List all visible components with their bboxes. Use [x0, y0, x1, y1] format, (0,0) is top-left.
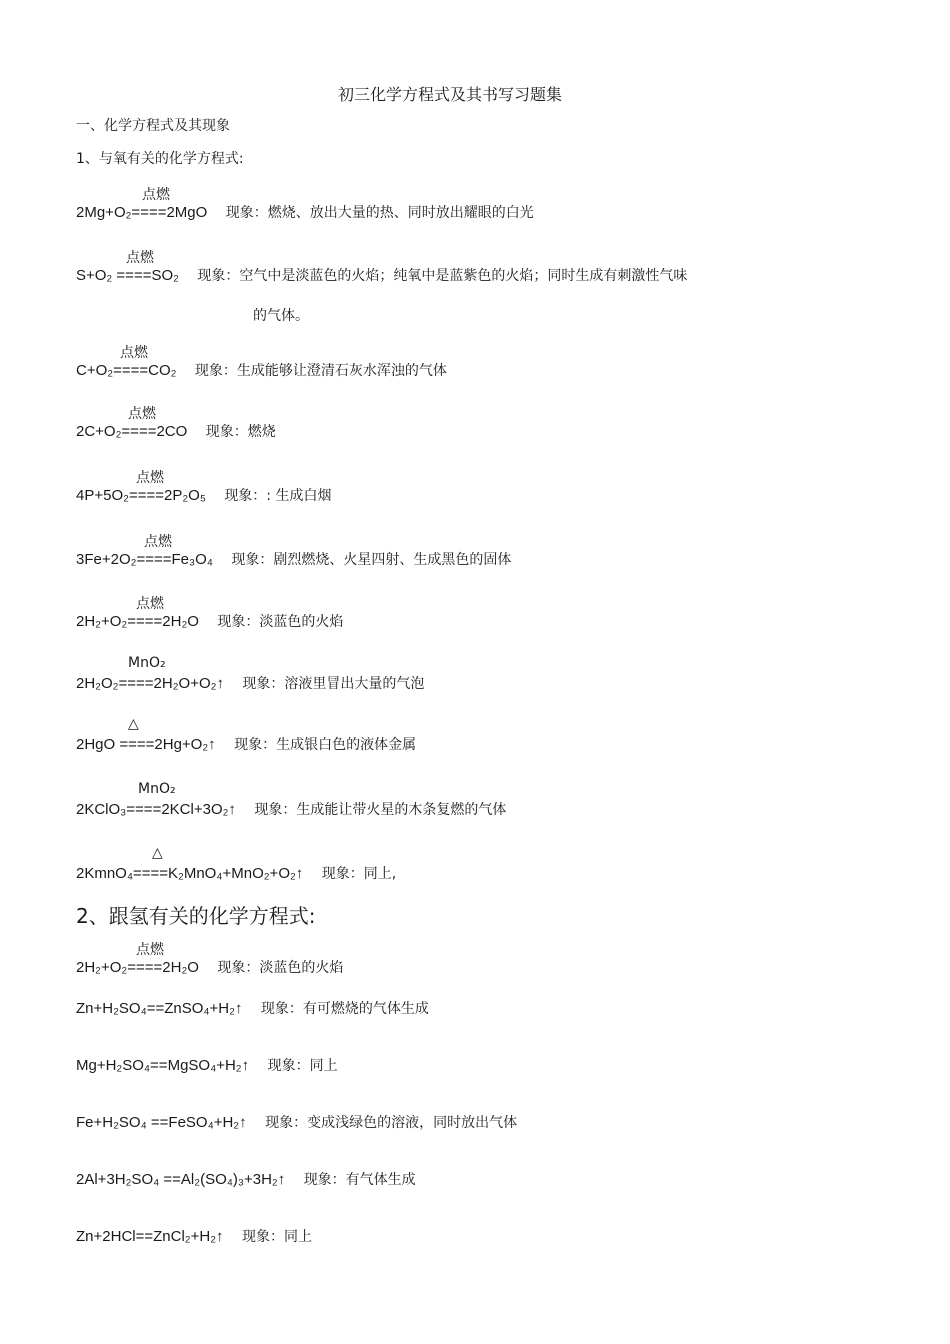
reaction-effect-continuation: 的气体。 — [253, 308, 309, 324]
reaction-effect: 现象：燃烧 — [205, 424, 276, 440]
chemical-formula — [76, 845, 304, 882]
chemical-formula — [76, 781, 236, 818]
formula-text: 2HgO ====2Hg+O₂↑ — [76, 736, 216, 753]
reaction-effect: 现象：生成银白色的液体金属 — [234, 737, 417, 753]
chemical-formula — [76, 345, 177, 379]
chemical-formula — [76, 534, 213, 568]
reaction-line — [76, 1169, 416, 1189]
reaction-effect: 现象：生成能让带火星的木条复燃的气体 — [254, 802, 507, 818]
reaction-line — [76, 998, 429, 1018]
reaction-effect: 现象：剧烈燃烧、火星四射、生成黑色的固体 — [231, 552, 512, 568]
subsection-heading-hydrogen: 2、跟氢有关的化学方程式: — [76, 904, 316, 928]
formula-text: S+O₂ ====SO₂ — [76, 267, 179, 284]
chemical-formula: 2Al+3H₂SO₄ ==Al₂(SO₄)₃+3H₂↑ — [76, 1171, 286, 1188]
reaction-condition: 点燃 — [126, 250, 154, 266]
chemical-formula — [76, 716, 216, 753]
reaction-condition: 点燃 — [120, 345, 148, 361]
reaction-line — [76, 845, 397, 883]
chemical-formula — [76, 470, 206, 504]
formula-text: 2H₂+O₂====2H₂O — [76, 613, 199, 630]
reaction-condition: 点燃 — [144, 534, 172, 550]
reaction-line — [76, 470, 332, 505]
reaction-line — [76, 187, 534, 222]
formula-text: 2Mg+O₂====2MgO — [76, 204, 208, 221]
reaction-effect: 现象：有气体生成 — [303, 1172, 416, 1188]
formula-text: 2C+O₂====2CO — [76, 423, 188, 440]
chemical-formula — [76, 250, 179, 284]
formula-text: 2H₂+O₂====2H₂O — [76, 959, 199, 976]
formula-text: 2H₂O₂====2H₂O+O₂↑ — [76, 675, 224, 692]
reaction-effect: 现象：变成浅绿色的溶液，同时放出气体 — [265, 1115, 518, 1131]
reaction-condition: MnO₂ — [128, 655, 166, 671]
reaction-condition: △ — [152, 845, 163, 861]
formula-text: 4P+5O₂====2P₂O₅ — [76, 487, 206, 504]
formula-text: 2KClO₃====2KCl+3O₂↑ — [76, 801, 236, 818]
reaction-line — [76, 1226, 312, 1246]
reaction-line — [76, 1112, 517, 1132]
reaction-line — [76, 596, 344, 631]
reaction-effect: 现象：同上, — [321, 866, 397, 882]
chemical-formula — [76, 655, 224, 692]
chemical-formula: Mg+H₂SO₄==MgSO₄+H₂↑ — [76, 1057, 250, 1074]
reaction-effect: 现象：溶液里冒出大量的气泡 — [242, 676, 425, 692]
reaction-line — [76, 345, 447, 380]
reaction-line — [76, 250, 688, 285]
chemical-formula — [76, 406, 188, 440]
reaction-effect: 现象：淡蓝色的火焰 — [217, 960, 344, 976]
subsection-heading-oxygen: 1、与氧有关的化学方程式: — [76, 151, 244, 167]
reaction-effect: 现象：燃烧、放出大量的热、同时放出耀眼的白光 — [225, 205, 534, 221]
page-title: 初三化学方程式及其书写习题集 — [337, 85, 562, 104]
formula-text: C+O₂====CO₂ — [76, 362, 177, 379]
reaction-effect: 现象：同上 — [267, 1058, 338, 1074]
reaction-condition: 点燃 — [136, 942, 164, 958]
chemical-formula: Fe+H₂SO₄ ==FeSO₄+H₂↑ — [76, 1114, 247, 1131]
formula-text: 2KmnO₄====K₂MnO₄+MnO₂+O₂↑ — [76, 865, 304, 882]
chemical-formula — [76, 942, 199, 976]
chemical-formula — [76, 596, 199, 630]
reaction-line — [76, 534, 512, 569]
chemical-formula: Zn+2HCl==ZnCl₂+H₂↑ — [76, 1228, 224, 1245]
reaction-effect: 现象：淡蓝色的火焰 — [217, 614, 344, 630]
reaction-condition: 点燃 — [136, 596, 164, 612]
reaction-condition: △ — [128, 716, 139, 732]
reaction-condition: MnO₂ — [138, 781, 176, 797]
reaction-line — [76, 655, 425, 693]
reaction-condition: 点燃 — [142, 187, 170, 203]
chemical-formula: Zn+H₂SO₄==ZnSO₄+H₂↑ — [76, 1000, 243, 1017]
reaction-effect: 现象：空气中是淡蓝色的火焰；纯氧中是蓝紫色的火焰；同时生成有刺激性气味 — [197, 268, 688, 284]
reaction-line — [76, 406, 276, 441]
reaction-line — [76, 1055, 338, 1075]
section-heading: 一、化学方程式及其现象 — [76, 118, 230, 134]
reaction-effect: 现象：生成能够让澄清石灰水浑浊的气体 — [194, 363, 447, 379]
reaction-condition: 点燃 — [128, 406, 156, 422]
formula-text: 3Fe+2O₂====Fe₃O₄ — [76, 551, 213, 568]
reaction-line — [76, 781, 507, 819]
chemical-formula — [76, 187, 208, 221]
reaction-effect: 现象：: 生成白烟 — [224, 488, 332, 504]
reaction-condition: 点燃 — [136, 470, 164, 486]
reaction-effect: 现象：同上 — [242, 1229, 312, 1245]
reaction-line — [76, 942, 344, 977]
reaction-effect: 现象：有可燃烧的气体生成 — [260, 1001, 429, 1017]
reaction-line — [76, 716, 417, 754]
